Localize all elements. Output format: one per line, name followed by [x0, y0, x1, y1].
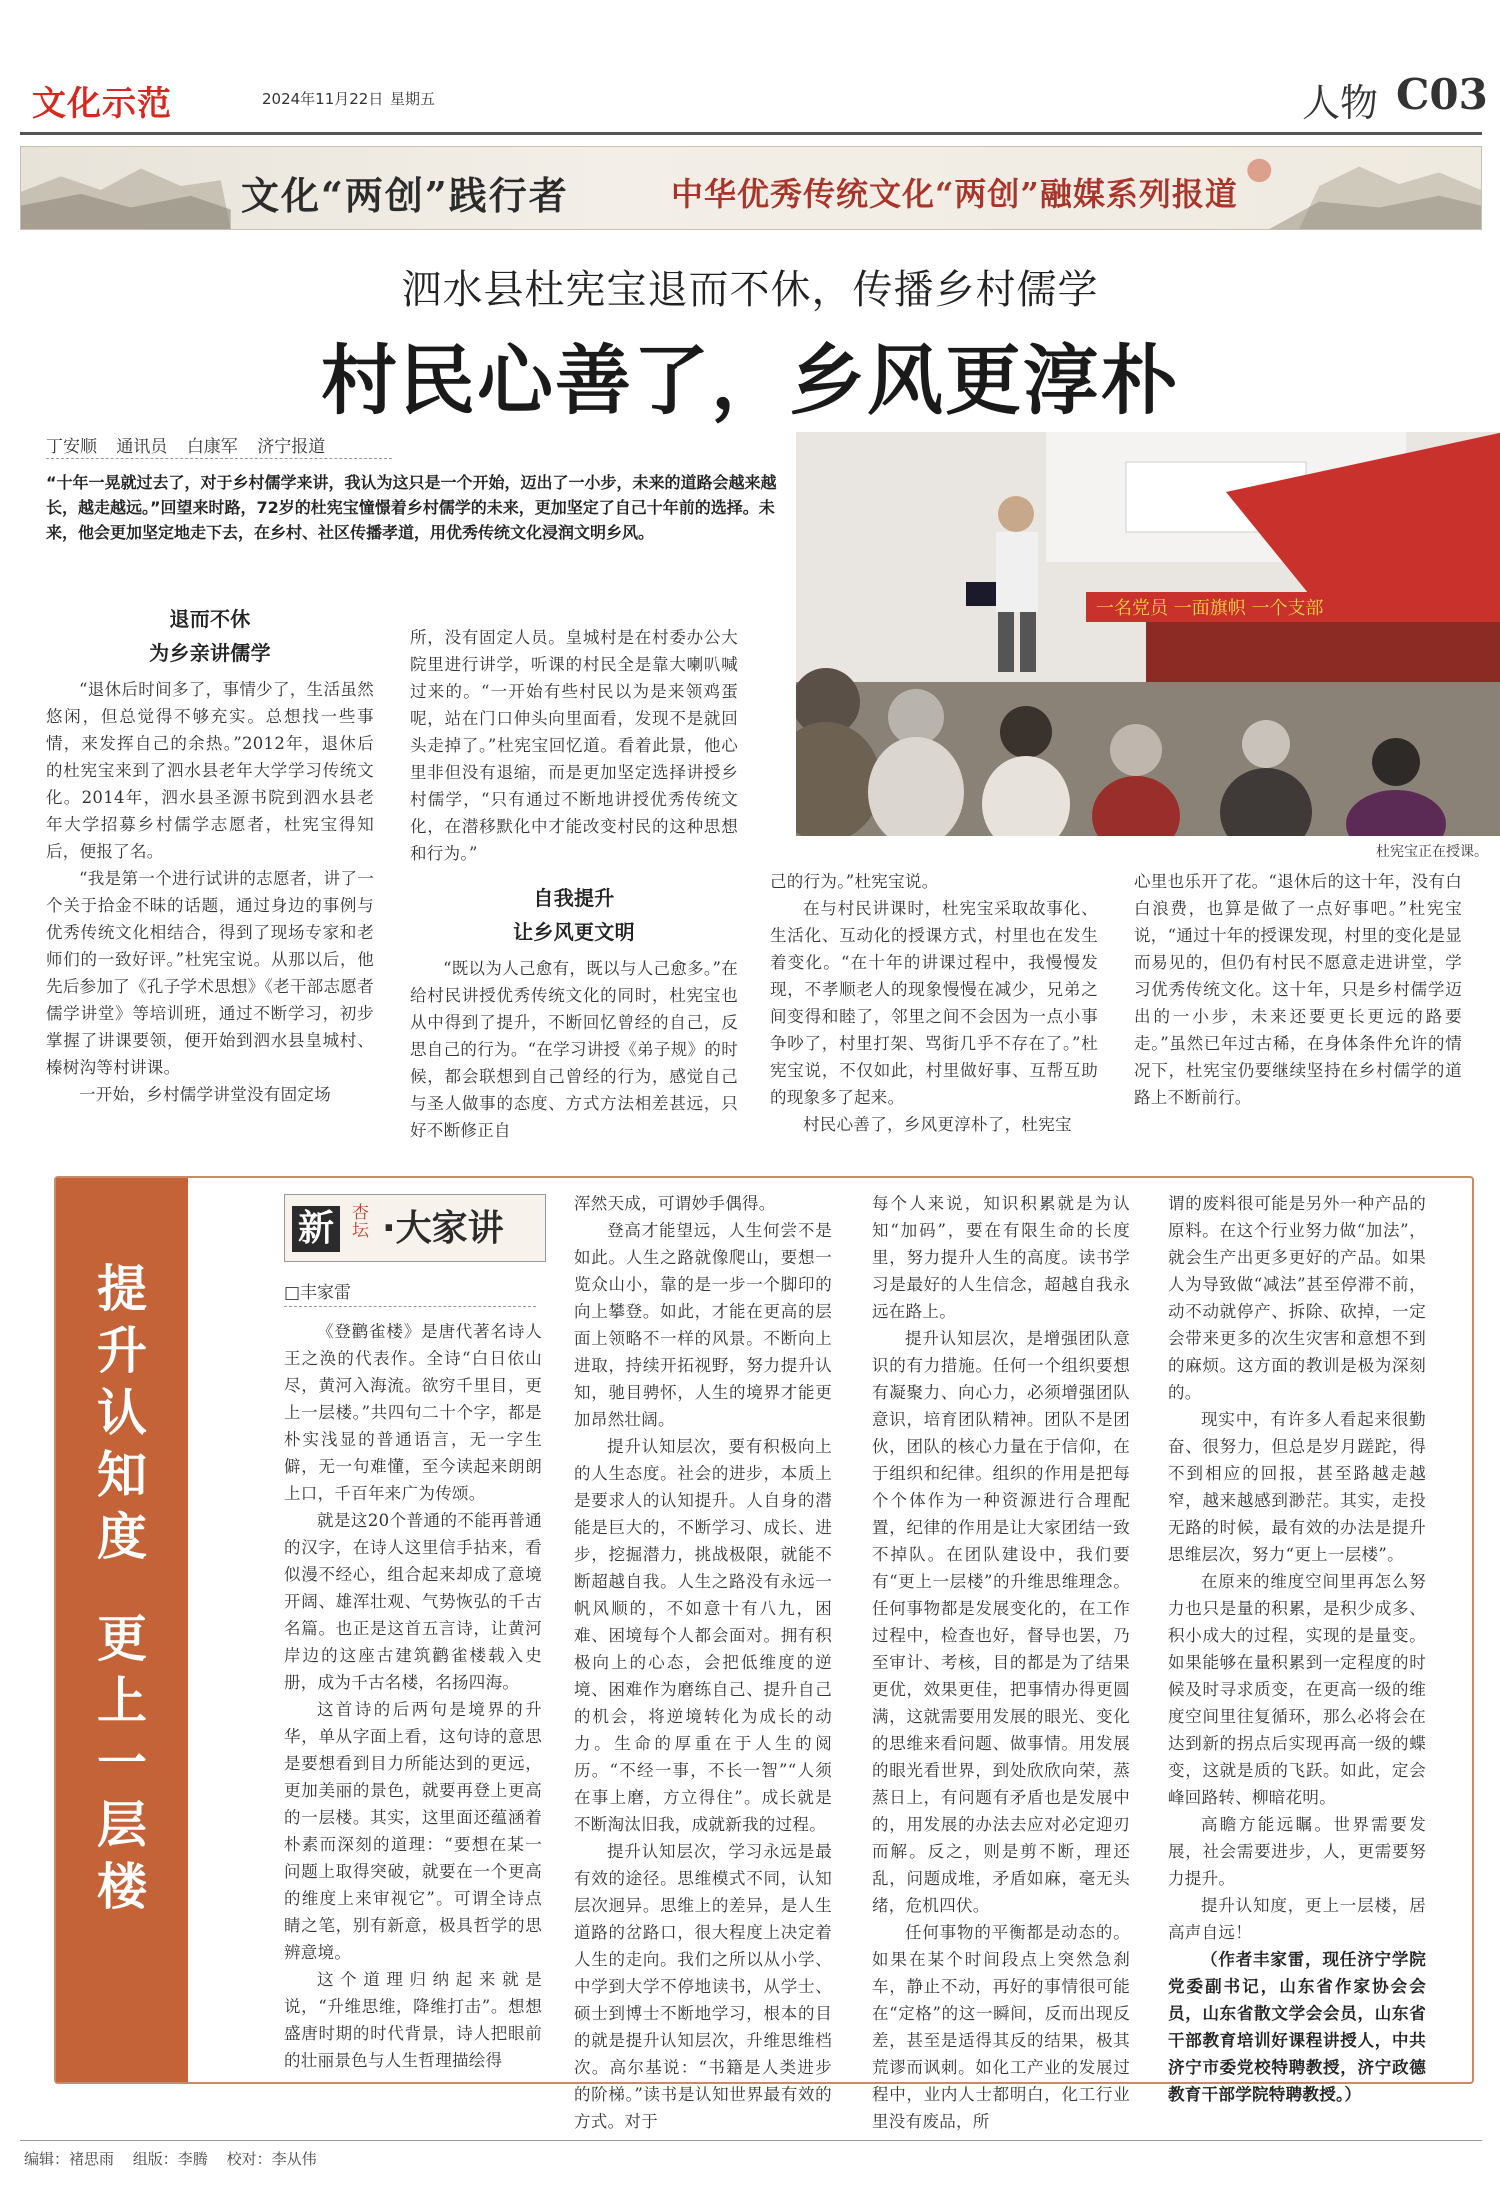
byline-reporter: 丁安顺: [46, 437, 97, 457]
paragraph: 一开始，乡村儒学讲堂没有固定场: [79, 1085, 331, 1104]
paragraph: 高瞻方能远瞩。世界需要发展，社会需要进步，人，更需要努力提升。: [1168, 1815, 1426, 1888]
paragraph: 任何事物的平衡都是动态的。如果在某个时间段点上突然急刹车，静止不动，再好的事情很可能在“定格”的这一瞬间，反而出现反差，甚至是适得其反的结果，极其荒谬而讽刺。如化工产业的发展过程中，业内人士都明白，化工行业里没有废品，所: [872, 1923, 1130, 2131]
lecture-photo: [796, 432, 1500, 836]
banner-series-subtitle: 中华优秀传统文化“两创”融媒系列报道: [671, 175, 1238, 213]
byline-divider: [46, 458, 392, 459]
paragraph: 谓的废料很可能是另外一种产品的原料。在这个行业努力做“加法”，就会生产出更多更好的产品。如果人为导致做“减法”甚至停滞不前，动不动就停产、拆除、砍掉，一定会带来更多的次生灾害和意想不到的麻烦。这方面的教训是极为深刻的。: [1168, 1194, 1426, 1402]
essay-author: □丰家雷: [284, 1283, 352, 1303]
lead-paragraph: “十年一晃就过去了，对于乡村儒学来讲，我认为这只是一个开始，迈出了一小步，未来的道路会越来越长，越走越远。”回望来时路，72岁的杜宪宝憧憬着乡村儒学的未来，更加坚定了自己十年前的选择。未来，他会更加坚定地走下去，在乡村、社区传播孝道，用优秀传统文化浸润文明乡风。: [46, 473, 777, 542]
essay-column-3: [872, 1190, 1130, 2135]
classroom-scene-image: [796, 432, 1500, 836]
footer-credits: [24, 2148, 331, 2169]
paragraph: 心里也乐开了花。“退休后的这十年，没有白白浪费，也算是做了一点好事吧。”杜宪宝说，“通过十年的授课发现，村里的变化是显而易见的，但仍有村民不愿意走进讲堂，学习优秀传统文化。这十年，只是乡村儒学迈出的一小步，未来还要更长更远的路要走。”虽然已年过古稀，在身体条件允许的情况下，杜宪宝仍要继续坚持在乡村儒学的道路上不断前行。: [1134, 872, 1462, 1107]
paragraph: 村民心善了，乡风更淳朴了，杜宪宝: [803, 1115, 1072, 1134]
footer-rule: [20, 2140, 1482, 2141]
story-headline: 村民心善了，乡风更淳朴: [321, 336, 1179, 425]
photo-backdrop-slogan: 一名党员 一面旗帜 一个支部: [1096, 598, 1324, 619]
title-char: 上: [97, 1672, 147, 1730]
paragraph: 提升认知度，更上一层楼，居高声自远！: [1168, 1896, 1426, 1942]
article-column-4: [1134, 868, 1462, 1111]
banner-series-title: 文化“两创”践行者: [241, 173, 569, 218]
paragraph: 提升认知层次，要有积极向上的人生态度。社会的进步，本质上是要求人的认知提升。人自身的潜能是巨大的，不断学习、成长、进步，挖掘潜力，挑战极限，就能不断超越自我。人生之路没有永远一帆风顺的，不如意十有八九，困难、困境每个人都会面对。拥有积极向上的心态，会把低维度的逆境、困难作为磨练自己、提升自己的机会，将逆境转化为成长的动力。生命的厚重在于人生的阅历。“不经一事，不长一智”“人须在事上磨，方立得住”。成长就是不断淘汰旧我，成就新我的过程。: [574, 1437, 832, 1834]
paragraph: “既以为人己愈有，既以与人己愈多。”在给村民讲授优秀传统文化的同时，杜宪宝也从中得到了提升，不断回忆曾经的自己，反思自己的行为。“在学习讲授《弟子规》的时候，都会联想到自己曾经的行为，感觉自己与圣人做事的态度、方式方法相差甚远，只好不断修正自: [410, 959, 738, 1140]
story-subheadline: 泗水县杜宪宝退而不休，传播乡村儒学: [401, 267, 1099, 313]
footer-proofreader: 校对：李从伟: [226, 2150, 317, 2168]
title-char: 层: [97, 1796, 147, 1854]
essay-column-1: [284, 1318, 542, 2074]
paragraph: 提升认知层次，学习永远是最有效的途径。思维模式不同，认知层次迥异。思维上的差异，是人生道路的岔路口，很大程度上决定着人生的走向。我们之所以从小学、中学到大学不停地读书，从学士、硕士到博士不断地学习，根本的目的就是提升认知层次，升维思维档次。高尔基说：“书籍是人类进步的阶梯。”读书是认知世界最有效的方式。对于: [574, 1842, 832, 2131]
paragraph: 在与村民讲课时，杜宪宝采取故事化、生活化、互动化的授课方式，村里也在发生着变化。“在十年的讲课过程中，我慢慢发现，不孝顺老人的现象慢慢在减少，兄弟之间变得和睦了，邻里之间不会因为一点小事争吵了，村里打架、骂街几乎不存在了。”杜宪宝说，不仅如此，村里做好事、互帮互助的现象多了起来。: [770, 899, 1098, 1107]
title-char: 度: [97, 1508, 147, 1566]
section-heading-1a: 退而不休: [169, 607, 251, 631]
author-note: （作者丰家雷，现任济宁学院党委副书记，山东省作家协会会员，山东省散文学会会员，山东省干部教育培训好课程讲授人，中共济宁市委党校特聘教授，济宁政德教育干部学院特聘教授。）: [1168, 1950, 1426, 2104]
paragraph: 这首诗的后两句是境界的升华，单从字面上看，这句诗的意思是要想看到目力所能达到的更远，更加美丽的景色，就要再登上更高的一层楼。其实，这里面还蕴涵着朴素而深刻的道理：“要想在某一问题上取得突破，就要在一个更高的维度上来审视它”。可谓全诗点睛之笔，别有新意，极具哲学的思辨意境。: [284, 1700, 542, 1962]
paragraph: 每个人来说，知识积累就是为认知“加码”，要在有限生命的长度里，努力提升人生的高度。读书学习是最好的人生信念，超越自我永远在路上。: [872, 1194, 1130, 1321]
title-char: 楼: [97, 1858, 147, 1916]
paragraph: 《登鹳雀楼》是唐代著名诗人王之涣的代表作。全诗“白日依山尽，黄河入海流。欲穷千里目，更上一层楼。”共四句二十个字，都是朴实浅显的普通语言，无一字生僻，无一句难懂，至今读起来朗朗上口，千百年来广为传颂。: [284, 1322, 542, 1503]
paragraph: 现实中，有许多人看起来很勤奋、很努力，但总是岁月蹉跎，得不到相应的回报，甚至路越走越窄，越来越感到渺茫。其实，走投无路的时候，最有效的办法是提升思维层次，努力“更上一层楼”。: [1168, 1410, 1426, 1564]
byline-role: 通讯员: [116, 437, 168, 457]
paragraph: 登高才能望远，人生何尝不是如此。人生之路就像爬山，要想一览众山小，靠的是一步一个脚印的向上攀登。如此，才能在更高的层面上领略不一样的风景。不断向上进取，持续开拓视野，努力提升认知，驰目骋怀，人生的境界才能更加昂然壮阔。: [574, 1221, 832, 1429]
series-banner: [20, 146, 1482, 230]
paragraph: 这个道理归纳起来就是说，“升维思维，降维打击”。想想盛唐时期的时代背景，诗人把眼前的壮丽景色与人生哲理描绘得: [284, 1970, 542, 2070]
article-column-3: [770, 868, 1098, 1138]
section-heading-2b: 让乡风更文明: [513, 920, 635, 944]
column-logo-small: 杏坛: [352, 1203, 369, 1241]
title-char: 提: [97, 1260, 147, 1318]
paragraph: 在原来的维度空间里再怎么努力也只是量的积累，是积少成多、积小成大的过程，实现的是量变。如果能够在量积累到一定程度的时候及时寻求质变，在更高一级的维度空间里往复循环，那么必将会在达到新的拐点后实现再高一级的蝶变，这就是质的飞跃。如此，定会峰回路转、柳暗花明。: [1168, 1572, 1426, 1807]
byline: [46, 432, 339, 457]
footer-editor: 编辑：褚思雨: [24, 2150, 115, 2168]
publication-date: 2024年11月22日: [262, 90, 384, 108]
section-heading-1b: 为乡亲讲儒学: [149, 641, 271, 665]
paragraph: “退休后时间多了，事情少了，生活虽然悠闲，但总觉得不够充实。总想找一些事情，来发挥自己的余热。”2012年，退休后的杜宪宝来到了泗水县老年大学学习传统文化。2014年，泗水县圣源书院到泗水县老年大学招募乡村儒学志愿者，杜宪宝得知后，便报了名。: [46, 680, 374, 861]
paragraph: 提升认知层次，是增强团队意识的有力措施。任何一个组织要想有凝聚力、向心力，必须增强团队意识，培育团队精神。团队不是团伙，团队的核心力量在于信仰，在于组织和纪律。组织的作用是把每个个体作为一种资源进行合理配置，纪律的作用是让大家团结一致不掉队。在团队建设中，我们要有“更上一层楼”的升维思维理念。任何事物都是发展变化的，在工作过程中，检查也好，督导也罢，乃至审计、考核，目的都是为了结果更优，效果更佳，把事情办得更圆满，这就需要用发展的眼光、变化的思维来看问题、做事情。用发展的眼光看世界，到处欣欣向荣，蒸蒸日上，有问题有矛盾也是发展中的，用发展的办法去应对必定迎刃而解。反之，则是剪不断，理还乱，问题成堆，矛盾如麻，毫无头绪，危机四伏。: [872, 1329, 1130, 1915]
title-char: 一: [97, 1734, 147, 1792]
page-number: C03: [1396, 70, 1488, 119]
title-char: 更: [97, 1610, 147, 1668]
photo-caption: 杜宪宝正在授课。: [1376, 844, 1488, 860]
column-logo-mark: 新: [292, 1206, 340, 1252]
author-divider: [284, 1306, 536, 1307]
title-char: 认: [97, 1384, 147, 1442]
publication-weekday: 星期五: [390, 90, 436, 108]
essay-column-4: [1168, 1190, 1426, 2108]
header-rule: [20, 132, 1482, 135]
title-char: 知: [97, 1446, 147, 1504]
article-column-1: [46, 602, 374, 1108]
column-logo-name: ·大家讲: [382, 1208, 504, 1249]
masthead: 文化示范: [32, 84, 172, 124]
byline-dateline: 济宁报道: [257, 437, 326, 457]
byline-correspondent: 白康军: [186, 437, 238, 457]
paragraph: 己的行为。”杜宪宝说。: [770, 872, 939, 891]
paragraph: 所，没有固定人员。皇城村是在村委办公大院里进行讲学，听课的村民全是靠大喇叭喊过来的。“一开始有些村民以为是来领鸡蛋呢，站在门口伸头向里面看，发现不是就回头走掉了。”杜宪宝回忆道。看着此景，他心里非但没有退缩，而是更加坚定选择讲授乡村儒学，“只有通过不断地讲授优秀传统文化，在潜移默化中才能改变村民的这种思想和行为。”: [410, 628, 738, 863]
paragraph: “我是第一个进行试讲的志愿者，讲了一个关于拾金不昧的话题，通过身边的事例与优秀传统文化相结合，得到了现场专家和老师们的一致好评。”杜宪宝说。从那以后，他先后参加了《孔子学术思想》《老干部志愿者儒学讲堂》等培训班，通过不断学习，初步掌握了讲课要领，便开始到泗水县皇城村、榛树沟等村讲课。: [46, 869, 374, 1077]
paragraph: 浑然天成，可谓妙手偶得。: [574, 1194, 776, 1213]
footer-layout: 组版：李腾: [132, 2150, 208, 2168]
title-char: 升: [97, 1322, 147, 1380]
article-column-2: [410, 624, 738, 1144]
essay-vertical-title: [56, 1258, 188, 1918]
paragraph: 就是这20个普通的不能再普通的汉字，在诗人这里信手拈来，看似漫不经心，组合起来却成了意境开阔、雄浑壮观、气势恢弘的千古名篇。也正是这首五言诗，让黄河岸边的这座古建筑鹳雀楼载入史册，成为千古名楼，名扬四海。: [284, 1511, 542, 1692]
section-heading-2a: 自我提升: [533, 886, 615, 910]
section-name: 人物: [1302, 81, 1379, 125]
title-gap: [56, 1568, 188, 1608]
essay-column-2: [574, 1190, 832, 2135]
